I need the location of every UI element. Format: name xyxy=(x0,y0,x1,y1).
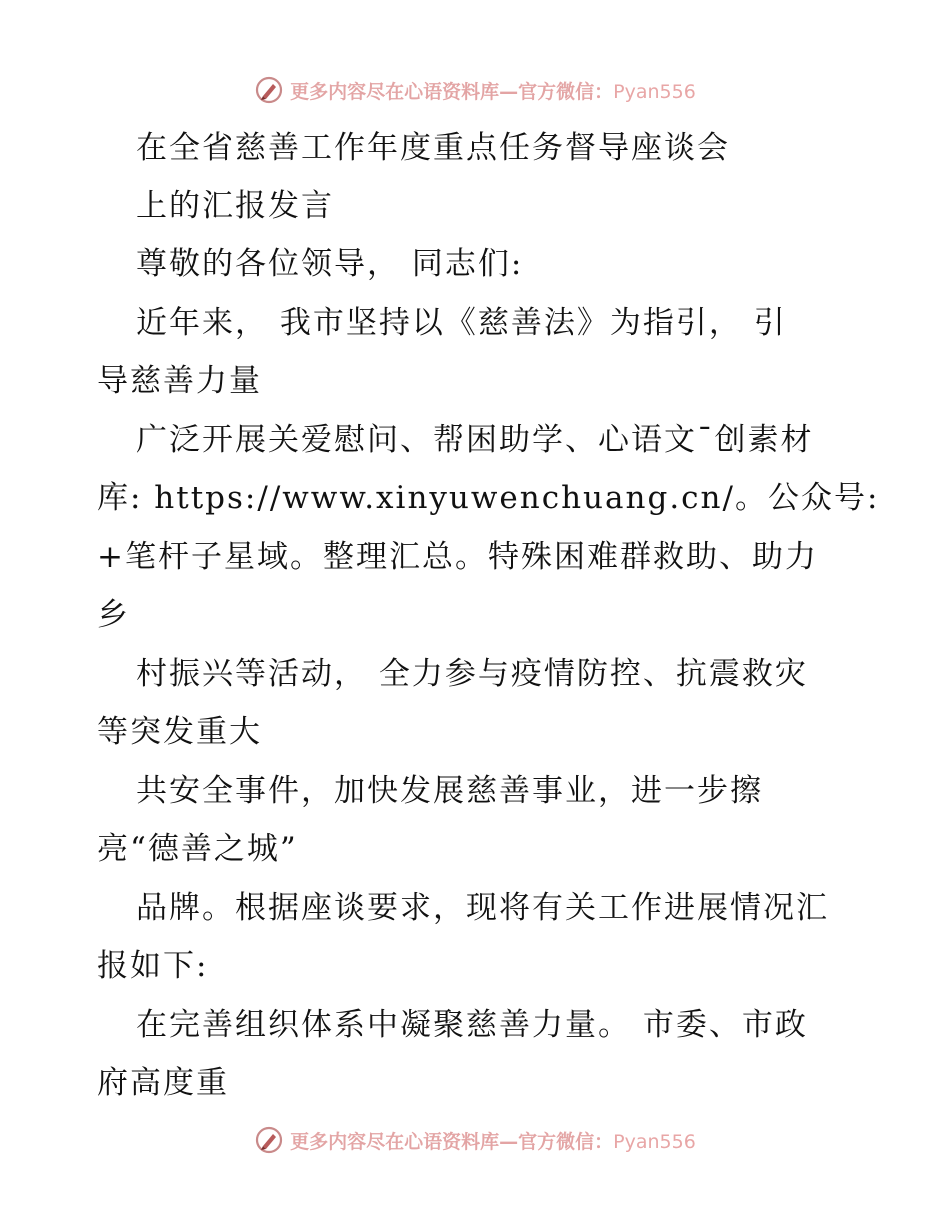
paragraph-line: 库: https://www.xinyuwenchuang.cn/。公众号: xyxy=(97,480,880,516)
document-title-line-2: 上的汇报发言 xyxy=(136,188,334,224)
pen-nib-icon xyxy=(254,75,284,105)
watermark-wechat-id: Pyan556 xyxy=(613,1130,696,1153)
paragraph-line: 等突发重大 xyxy=(97,714,262,750)
paragraph-line: 在完善组织体系中凝聚慈善力量。 市委、市政 xyxy=(136,1007,808,1043)
paragraph-line: 报如下: xyxy=(97,948,209,984)
paragraph-line: 广泛开展关爱慰问、帮困助学、心语文¯创素材 xyxy=(136,422,814,458)
paragraph-line: 品牌。根据座谈要求，现将有关工作进展情况汇 xyxy=(136,890,829,926)
paragraph-line: 府高度重 xyxy=(97,1065,229,1101)
paragraph-line: 村振兴等活动， 全力参与疫情防控、抗震救灾 xyxy=(136,656,808,692)
header-watermark xyxy=(0,70,950,110)
watermark-text xyxy=(290,77,696,104)
pen-nib-icon xyxy=(254,1125,284,1155)
document-title-line-1: 在全省慈善工作年度重点任务督导座谈会 xyxy=(136,130,730,166)
watermark-text xyxy=(290,1127,696,1154)
watermark-wechat-id: Pyan556 xyxy=(613,80,696,103)
salutation: 尊敬的各位领导， 同志们: xyxy=(136,246,524,282)
watermark-label: 更多内容尽在心语资料库—官方微信： xyxy=(290,80,614,103)
watermark-label: 更多内容尽在心语资料库—官方微信： xyxy=(290,1130,614,1153)
paragraph-line: 近年来， 我市坚持以《慈善法》为指引， 引 xyxy=(136,305,787,341)
footer-watermark xyxy=(0,1120,950,1160)
paragraph-line: 乡 xyxy=(97,597,130,633)
paragraph-line: 亮“德善之城” xyxy=(97,831,298,867)
paragraph-line: 导慈善力量 xyxy=(97,363,262,399)
paragraph-line: 共安全事件，加快发展慈善事业，进一步擦 xyxy=(136,773,763,809)
paragraph-line: +笔杆子星域。整理汇总。特殊困难群救助、助力 xyxy=(97,539,818,575)
